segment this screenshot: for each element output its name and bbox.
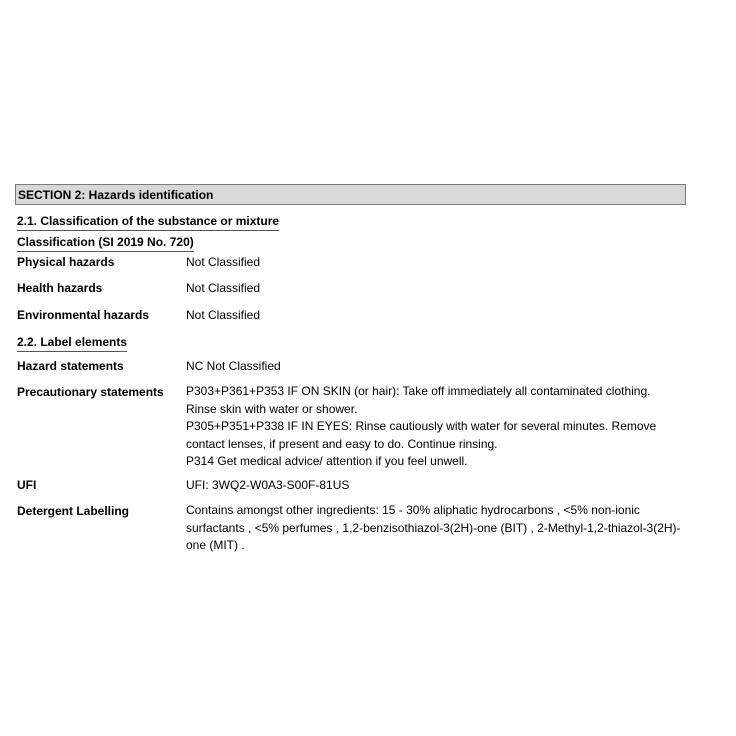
- precautionary-line: contact lenses, if present and easy to do. Continue rinsing.: [186, 436, 498, 451]
- hazard-statements-label: Hazard statements: [17, 359, 124, 373]
- health-hazards-label: Health hazards: [17, 281, 103, 295]
- ufi-label: UFI: [17, 478, 37, 492]
- precautionary-line: P303+P361+P353 IF ON SKIN (or hair): Take off immediately all contaminated clothing.: [186, 384, 651, 398]
- environmental-hazards-label: Environmental hazards: [17, 308, 150, 322]
- ufi-value: UFI: 3WQ2-W0A3-S00F-81US: [186, 478, 350, 492]
- precautionary-statements-text: [186, 383, 656, 471]
- physical-hazards-label: Physical hazards: [17, 255, 115, 269]
- detergent-line: surfactants , <5% perfumes , 1,2-benzisothiazol-3(2H)-one (BIT) , 2-Methyl-1,2-thiazol-3(2H)-: [186, 520, 681, 535]
- precautionary-line: Rinse skin with water or shower.: [186, 401, 358, 416]
- section-title: SECTION 2: Hazards identification: [18, 188, 214, 202]
- health-hazards-value: Not Classified: [186, 281, 261, 295]
- detergent-line: one (MIT) .: [186, 538, 245, 552]
- precautionary-statements-label: Precautionary statements: [17, 385, 164, 399]
- precautionary-line: P314 Get medical advice/ attention if you feel unwell.: [186, 454, 468, 468]
- detergent-labelling-label: Detergent Labelling: [17, 504, 130, 518]
- precautionary-line: P305+P351+P338 IF IN EYES: Rinse cautiously with water for several minutes. Remove: [186, 419, 657, 433]
- label-elements-heading: 2.2. Label elements: [17, 335, 127, 352]
- classification-regulation: Classification (SI 2019 No. 720): [17, 235, 194, 252]
- hazard-statements-value: NC Not Classified: [186, 359, 281, 373]
- section-header-bar: [15, 184, 686, 205]
- detergent-labelling-text: [186, 502, 681, 555]
- physical-hazards-value: Not Classified: [186, 255, 261, 269]
- environmental-hazards-value: Not Classified: [186, 308, 261, 322]
- classification-heading: 2.1. Classification of the substance or mixture: [17, 214, 279, 231]
- detergent-line: Contains amongst other ingredients: 15 - 30% aliphatic hydrocarbons , <5% non-ionic: [186, 503, 640, 517]
